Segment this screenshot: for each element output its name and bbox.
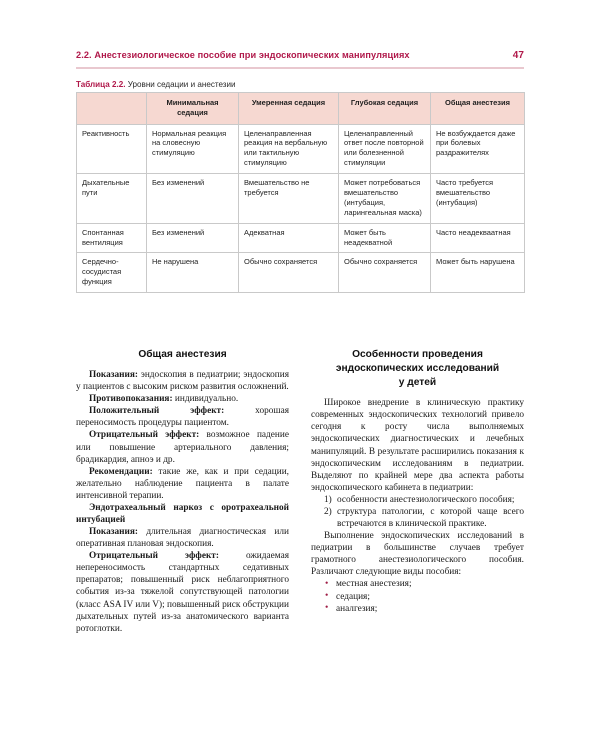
table-cell: Без изменений <box>147 174 239 224</box>
table-header-row <box>77 93 525 125</box>
table-cell: Часто неадекваатная <box>431 223 525 253</box>
paragraph <box>76 466 289 502</box>
table-cell: Часто требуется вмешательство (интубация) <box>431 174 525 224</box>
left-column <box>76 348 289 635</box>
running-head-rule <box>76 67 524 69</box>
table-cell: Целенаправленная реакция на вербальную или тактильную стимуляцию <box>239 124 339 174</box>
paragraph-text: ожидаемая непереносимость стандартных седативных препаратов; повышенный риск неблагоприятного события из-за тяжелой сопутствующей патологии (класс ASA IV или V); повышенный риск обструкции дыхательных путей из-за анатомического варианта ротоглотки. <box>76 551 289 634</box>
right-column-heading-line-2: эндоскопических исследований <box>335 363 500 375</box>
list-item: особенности анестезиологического пособия; <box>337 494 515 505</box>
run-in-heading: Показания: <box>89 370 138 381</box>
running-head-title: 2.2. Анестезиологическое пособие при эндоскопических манипуляциях <box>76 50 410 60</box>
paragraph-text: такие же, как и при седации, желательно наблюдение пациента в палате интенсивной терапии. <box>76 466 289 501</box>
table-header-cell-blank <box>77 93 147 125</box>
run-in-heading: Показания: <box>89 527 138 538</box>
paragraph-text: хорошая переносимость процедуры пациентом. <box>76 406 289 429</box>
page-number: 47 <box>512 50 524 61</box>
table-cell: Нормальная реакция на словесную стимуляцию <box>147 124 239 174</box>
table-row <box>77 223 525 253</box>
table-cell: Может быть неадекватной <box>339 223 431 253</box>
sedation-levels-table-wrapper <box>76 92 524 293</box>
right-column <box>311 348 524 615</box>
paragraph <box>76 405 289 429</box>
paragraph <box>76 429 289 465</box>
paragraph: Широкое внедрение в клиническую практику современных эндоскопических технологий привело сегодня к росту числа выполняемых эндоскопических диагностических и лечебных манипуляций. В результате расширились показания к эндоскопическим исследованиям в педиатрии. Выделяют по крайней мере два аспекта работы эндоскопического кабинета в педиатрии: <box>311 398 524 493</box>
left-column-heading: Общая анестезия <box>138 349 227 360</box>
table-cell: Может потребоваться вмешательство (интубация, ларингеальная маска) <box>339 174 431 224</box>
table-header-cell-general: Общая анестезия <box>431 93 525 125</box>
paragraph: Выполнение эндоскопических исследований в педиатрии в большинстве случаев требует грамотного анестезиологического пособия. Различают следующие виды пособия: <box>311 531 524 578</box>
table-cell: Без изменений <box>147 223 239 253</box>
table-cell: Обычно сохраняется <box>339 253 431 293</box>
table-cell: Обычно сохраняется <box>239 253 339 293</box>
run-in-heading: Отрицательный эффект: <box>89 430 200 441</box>
paragraph <box>76 369 289 393</box>
table-row-label: Спонтанная вентиляция <box>77 223 147 253</box>
table-caption-text: Уровни седации и анестезии <box>125 80 236 89</box>
table-row-label: Реактивность <box>77 124 147 174</box>
paragraph-text: индивидуально. <box>172 394 239 405</box>
table-header-cell-moderate: Умеренная седация <box>239 93 339 125</box>
list-item: • аналгезия; <box>311 603 524 615</box>
paragraph <box>76 393 289 405</box>
list-item: структура патологии, с которой чаще всего встречаются в клинической практике. <box>337 506 524 530</box>
left-column-subheading: Эндотрахеальный наркоз с оротрахеальной интубацией <box>76 502 289 526</box>
list-item: • местная анестезия; <box>311 578 524 590</box>
table-row <box>77 253 525 293</box>
run-in-heading: Противопоказания: <box>89 394 173 405</box>
table-cell: Не нарушена <box>147 253 239 293</box>
paragraph-text: длительная диагностическая или оперативная плановая эндоскопия. <box>76 527 289 550</box>
table-row-label: Дыхательные пути <box>77 174 147 224</box>
numbered-list <box>311 494 524 530</box>
table-header-cell-deep: Глубокая седация <box>339 93 431 125</box>
table-cell: Адекватная <box>239 223 339 253</box>
running-head <box>76 50 524 61</box>
table-row <box>77 174 525 224</box>
run-in-heading: Отрицательный эффект: <box>89 551 219 562</box>
table-body <box>77 124 525 293</box>
table-caption-label: Таблица 2.2. <box>76 80 126 89</box>
run-in-heading: Положительный эффект: <box>89 406 225 417</box>
table-row-label: Сердечно-сосудистая функция <box>77 253 147 293</box>
paragraph-text: возможное падение или повышение артериального давления; брадикардия, апноэ и др. <box>76 430 289 465</box>
table-header-cell-minimal: Минимальная седация <box>147 93 239 125</box>
table-cell: Не возбуждается даже при болевых раздражителях <box>431 124 525 174</box>
table-head <box>77 93 525 125</box>
right-column-heading <box>311 348 524 390</box>
table-caption <box>76 80 524 89</box>
paragraph <box>76 550 289 635</box>
table-row <box>77 124 525 174</box>
paragraph-text: эндоскопия в педиатрии; эндоскопия у пациентов с высоким риском развития осложнений. <box>76 370 289 393</box>
list-item: • седация; <box>311 591 524 603</box>
sedation-levels-table <box>76 92 525 293</box>
run-in-heading: Рекомендации: <box>89 466 153 477</box>
right-column-heading-line-3: у детей <box>398 377 437 389</box>
table-cell: Может быть нарушена <box>431 253 525 293</box>
paragraph <box>76 526 289 550</box>
two-column-body <box>76 348 524 718</box>
table-cell: Целенаправленный ответ после повторной или болезненной стимуляции <box>339 124 431 174</box>
table-cell: Вмешательство не требуется <box>239 174 339 224</box>
right-column-heading-line-1: Особенности проведения <box>352 349 483 360</box>
bulleted-list <box>311 578 524 615</box>
